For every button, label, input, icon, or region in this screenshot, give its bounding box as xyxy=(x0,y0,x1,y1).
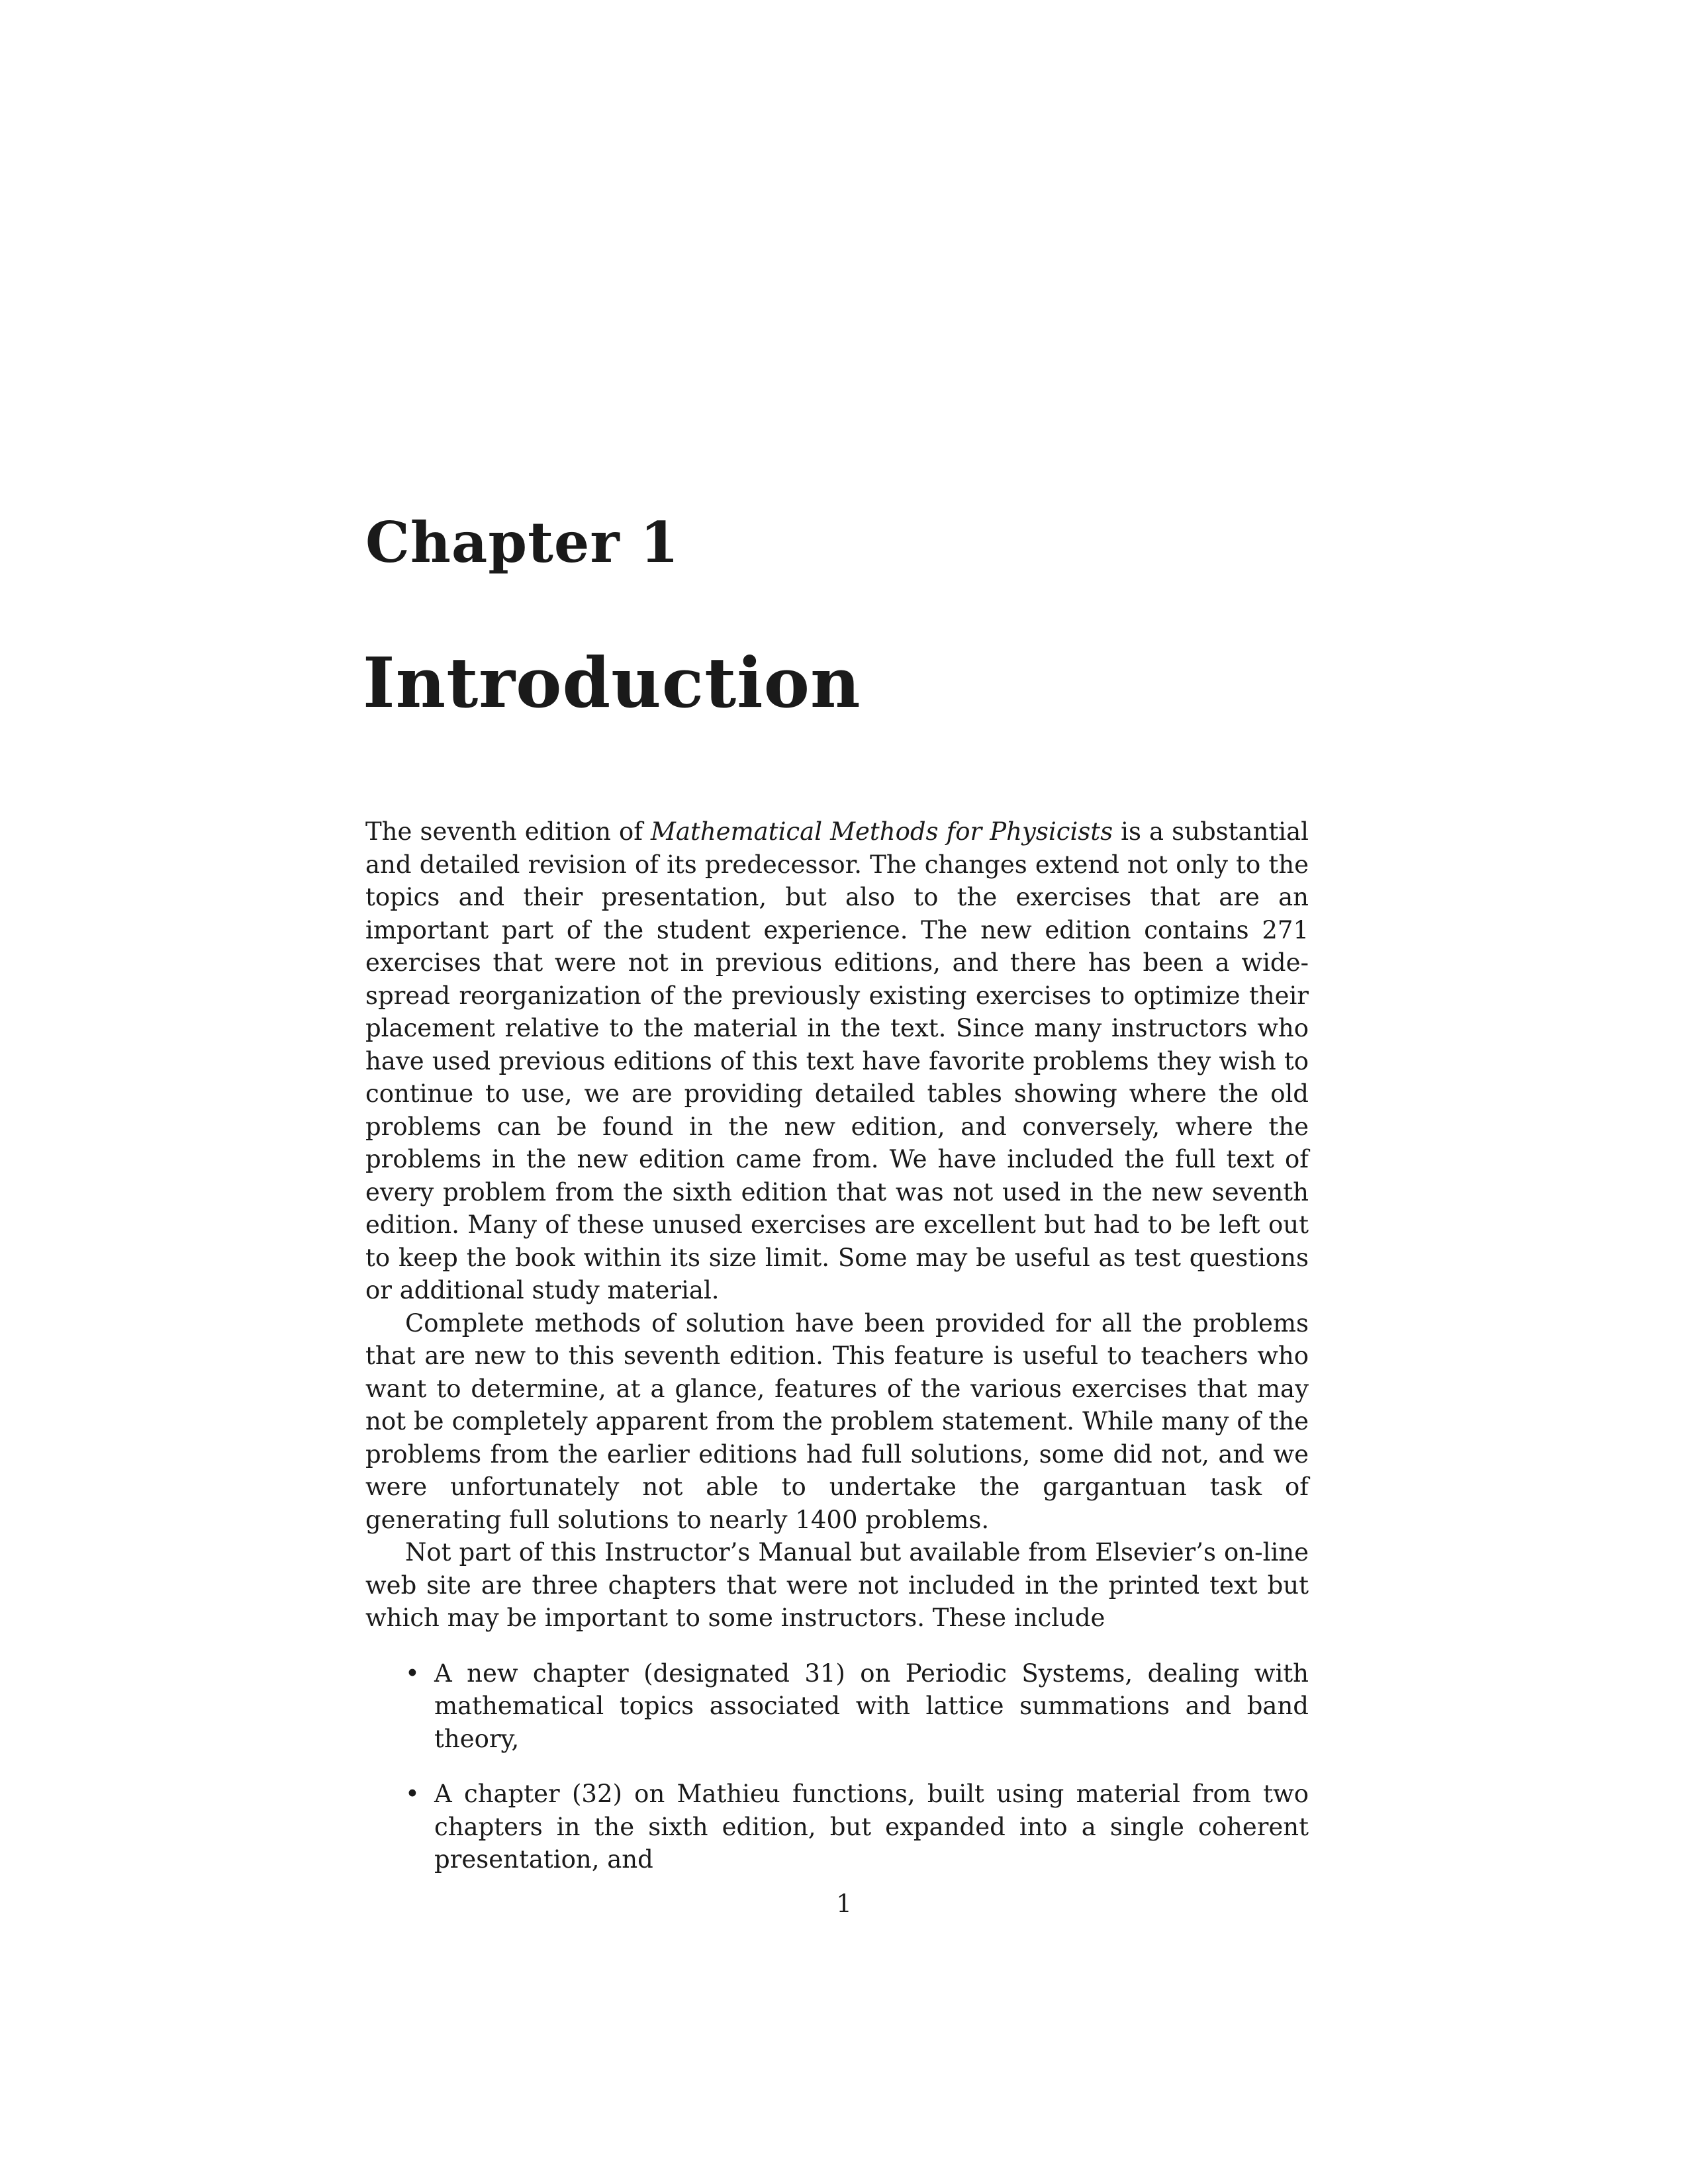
list-item xyxy=(365,1657,1309,1756)
paragraph-1-pre: The seventh edition of xyxy=(365,817,651,846)
book-title-italic: Mathematical Methods for Physicists xyxy=(651,817,1113,846)
page-number: 1 xyxy=(836,1889,852,1918)
paragraph-2: Complete methods of solution have been provided for all the problems that are new to this seventh edition. This feature is useful to teachers who want to determine, at a glance, features of the various exercises that may not be completely apparent from the problem statement. While many of the problems from the earlier editions had full solutions, some did not, and we were unfortunately not able to undertake the gargantuan task of generating full solutions to nearly 1400 problems. xyxy=(365,1308,1309,1534)
chapter-title: Introduction xyxy=(363,642,861,723)
list-item xyxy=(365,1778,1309,1876)
list-item-text: A chapter (32) on Mathieu functions, built using material from two chapters in the sixth edition, but expanded into a single coherent presentation, and xyxy=(434,1780,1309,1874)
paragraph-1 xyxy=(365,815,1309,1307)
body-text xyxy=(365,815,1309,1899)
chapter-label: Chapter 1 xyxy=(365,510,680,575)
bullet-list xyxy=(365,1657,1309,1876)
bullet-icon: • xyxy=(405,1780,420,1808)
bullet-icon: • xyxy=(405,1659,420,1688)
paragraph-1-post: is a substantial and detailed revision of its predecessor. The changes extend not only to the topics and their presentation, but also to the exercises that are an important part of the student experience. The new edition contains 271 exercises that were not in previous editions, and there has been a wide-spread reorganization of the previously existing exercises to optimize their placement relative to the material in the text. Since many instructors who have used previous editions of this text have favorite problems they wish to continue to use, we are providing detailed tables showing where the old problems can be found in the new edition, and conversely, where the problems in the new edition came from. We have included the full text of every problem from the sixth edition that was not used in the new seventh edition. Many of these unused exercises are excellent but had to be left out to keep the book within its size limit. Some may be useful as test questions or additional study material. xyxy=(365,817,1309,1304)
list-item-text: A new chapter (designated 31) on Periodic Systems, dealing with mathematical topics associated with lattice summations and band theory, xyxy=(434,1659,1309,1753)
paragraph-3: Not part of this Instructor’s Manual but available from Elsevier’s on-line web site are three chapters that were not included in the printed text but which may be important to some instructors. These include xyxy=(365,1538,1309,1632)
